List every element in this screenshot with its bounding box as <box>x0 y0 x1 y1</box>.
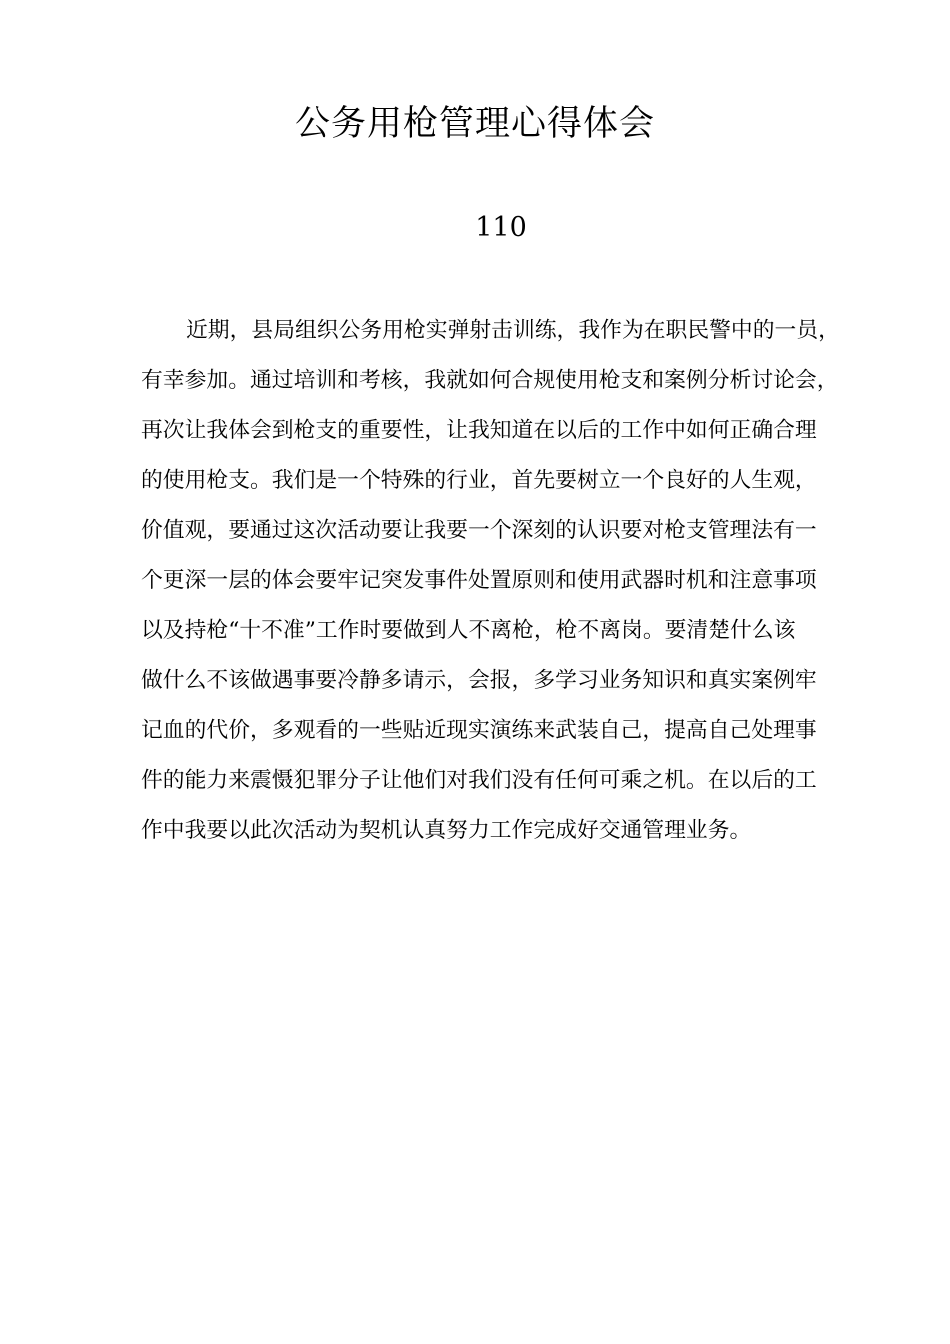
body-line: 作中我要以此次活动为契机认真努力工作完成好交通管理业务。 <box>141 818 752 843</box>
body-line: 有幸参加。通过培训和考核，我就如何合规使用枪支和案例分析讨论会， <box>141 368 839 393</box>
body-line: 以及持枪“十不准”工作时要做到人不离枪，枪不离岗。要清楚什么该 <box>141 618 796 643</box>
document-title: 公务用枪管理心得体会 <box>294 104 655 144</box>
body-line: 再次让我体会到枪支的重要性，让我知道在以后的工作中如何正确合理 <box>141 418 817 443</box>
body-line: 个更深一层的体会要牢记突发事件处置原则和使用武器时机和注意事项 <box>141 568 817 593</box>
document-body <box>141 306 861 856</box>
document-author: 110 <box>475 212 527 243</box>
body-line: 的使用枪支。我们是一个特殊的行业，首先要树立一个良好的人生观， <box>141 468 817 493</box>
body-line: 做什么不该做遇事要冷静多请示，会报，多学习业务知识和真实案例牢 <box>141 668 817 693</box>
body-line: 件的能力来震慑犯罪分子让他们对我们没有任何可乘之机。在以后的工 <box>141 768 817 793</box>
body-line: 记血的代价，多观看的一些贴近现实演练来武装自己，提高自己处理事 <box>141 718 817 743</box>
body-line: 价值观，要通过这次活动要让我要一个深刻的认识要对枪支管理法有一 <box>141 518 817 543</box>
body-line: 近期，县局组织公务用枪实弹射击训练，我作为在职民警中的一员， <box>186 318 840 343</box>
